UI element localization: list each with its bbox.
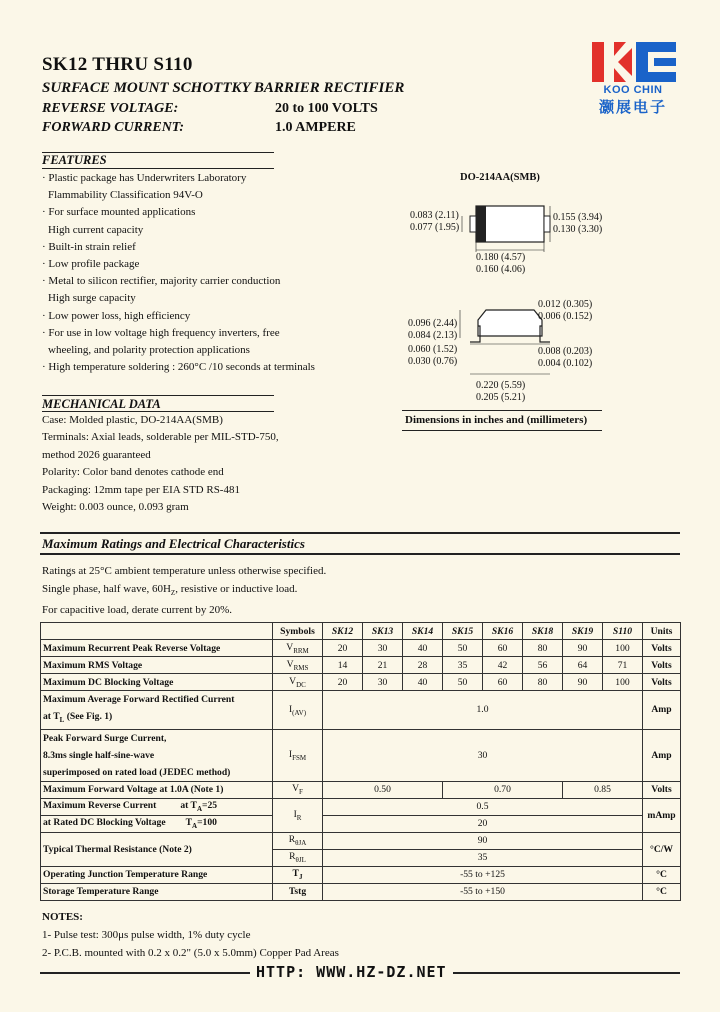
value-cell: 90 [563,674,603,691]
dimensions-caption: Dimensions in inches and (millimeters) [405,414,588,426]
value-cell: 20 [323,815,643,832]
mech-item: Polarity: Color band denotes cathode end [42,466,224,479]
mech-item: Terminals: Axial leads, solderable per MIL-STD-750, [42,431,279,444]
value-cell: 40 [403,674,443,691]
mechanical-list [42,412,342,516]
dim-label: 0.084 (2.13) [408,330,458,341]
value-cell: 0.50 [323,781,443,798]
symbol-sub: RRM [293,646,309,655]
logo-brand-cn: 灏展电子 [598,98,667,116]
symbol-sub: RMS [293,663,309,672]
deg-symbol: °C [649,843,661,855]
features-list [42,170,352,376]
dim-label: 0.160 (4.06) [476,264,526,275]
header-cell: Symbols [273,623,323,640]
dim-label: 0.008 (0.203) [538,346,593,357]
label-part: =25 [202,800,218,812]
value-cell: 90 [563,640,603,657]
dim-label: 0.180 (4.57) [476,252,526,263]
symbol: T [292,868,299,880]
mech-item: Weight: 0.003 ounce, 0.093 gram [42,501,189,514]
header-cell: S110 [603,623,643,640]
package-outline-svg [400,172,610,407]
part-title: SK12 THRU S110 [42,54,193,75]
symbol: I [293,808,297,820]
ratings-bottom-rule [40,553,680,555]
feature-item: · For use in low voltage high frequency inverters, free [42,326,280,339]
feature-item: High current capacity [48,223,144,236]
feature-item: · Built-in strain relief [42,240,136,253]
label-sub: L [59,715,65,724]
symbol-cell [273,640,323,657]
package-drawing [400,172,610,407]
forward-current-value: 1.0 AMPERE [275,120,356,135]
label-part: at T [43,711,60,722]
features-heading: FEATURES [42,153,107,167]
row-label [41,729,273,781]
value-cell: 50 [443,674,483,691]
symbol-cell: Tstg [273,883,323,900]
table-row [41,781,681,798]
symbol-sub: R [296,813,302,822]
header-cell [41,623,273,640]
symbol: V [286,658,294,670]
header-cell: Units [643,623,681,640]
row-label: Storage Temperature Range [41,883,273,900]
symbol-sub: DC [296,680,306,689]
header-cell: SK12 [323,623,363,640]
symbol: V [289,675,297,687]
row-label-line [43,708,270,729]
row-label [41,691,273,730]
unit-cell: Volts [643,781,681,798]
unit-cell: Amp [643,729,681,781]
notes-heading: NOTES: [42,911,83,923]
feature-item: · Plastic package has Underwriters Laboratory [42,172,247,184]
row-label: Maximum RMS Voltage [41,657,273,674]
unit-text: /W [660,843,674,855]
label-sub: A [192,822,198,831]
dim-label: 0.004 (0.102) [538,358,593,369]
value-cell: 20 [323,640,363,657]
dim-label: 0.205 (5.21) [476,392,526,403]
feature-item: · High temperature soldering : 260°C /10 seconds at terminals [42,361,315,374]
note-text: Single phase, half wave, 60H [42,582,171,595]
dim-label: 0.077 (1.95) [410,222,460,233]
row-label-line: Maximum Average Forward Rectified Current [43,694,235,705]
table-row [41,691,681,730]
deg-symbol: °C [100,565,112,577]
note-text: , resistive or inductive load. [175,582,298,595]
features-bottom-rule [42,168,274,169]
header-cell: SK15 [443,623,483,640]
unit-cell: Volts [643,640,681,657]
row-label: Maximum Forward Voltage at 1.0A (Note 1) [41,781,273,798]
label-part: =100 [197,817,217,829]
dim-label: 0.083 (2.11) [410,210,459,221]
row-label-line: superimposed on rated load (JEDEC method) [43,766,231,778]
symbol-cell [273,674,323,691]
symbol-cell [273,657,323,674]
label-part: at Rated DC Blocking Voltage [43,817,166,829]
row-label-line: Peak Forward Surge Current, [43,732,167,744]
mech-top-rule [42,395,274,396]
symbol-cell [273,781,323,798]
header-cell: SK19 [563,623,603,640]
row-label: Maximum DC Blocking Voltage [41,674,273,691]
reverse-voltage-value: 20 to 100 VOLTS [275,101,378,116]
value-cell: 40 [403,640,443,657]
table-row [41,674,681,691]
symbol: I [288,748,293,760]
feature-item: · Metal to silicon rectifier, majority carrier conduction [42,275,281,288]
value-cell: 35 [443,657,483,674]
value-cell: -55 to +125 [323,866,643,883]
symbol: V [292,783,300,795]
dim-label: 0.130 (3.30) [553,224,603,235]
ratings-top-rule [40,532,680,534]
ratings-heading: Maximum Ratings and Electrical Characteristics [42,536,305,551]
dim-label: 0.030 (0.76) [408,356,458,367]
symbol-cell [273,798,323,832]
note-item: 2- P.C.B. mounted with 0.2 x 0.2" (5.0 x 5.0mm) Copper Pad Areas [42,947,339,959]
symbol: R [288,834,296,846]
header-cell: SK13 [363,623,403,640]
row-label: Maximum Recurrent Peak Reverse Voltage [41,640,273,657]
unit-cell: mAmp [643,798,681,832]
value-cell: 56 [523,657,563,674]
value-cell: 0.85 [563,781,643,798]
symbol-sub: F [299,788,303,797]
dim-label: 0.155 (3.94) [553,212,603,223]
symbol-sub: θJL [295,856,306,865]
dim-label: 0.220 (5.59) [476,380,526,391]
feature-item: wheeling, and polarity protection applications [48,344,250,357]
symbol-cell [273,866,323,883]
table-row [41,640,681,657]
mechanical-heading: MECHANICAL DATA [42,397,161,411]
value-cell: 35 [323,849,643,866]
value-cell: 64 [563,657,603,674]
value-cell: 71 [603,657,643,674]
value-cell: 100 [603,674,643,691]
ratings-note-3: For capacitive load, derate current by 20%. [42,604,232,617]
note-text: Ratings at 25 [42,565,101,577]
header-cell: SK16 [483,623,523,640]
value-cell: 14 [323,657,363,674]
value-cell: 90 [323,832,643,849]
reverse-voltage-label: REVERSE VOLTAGE: [42,101,179,116]
z-subscript: Z [170,588,176,597]
label-sub: A [196,805,203,814]
value-cell: 100 [603,640,643,657]
value-cell: 30 [363,640,403,657]
value-cell: 0.70 [443,781,563,798]
header-cell: SK14 [403,623,443,640]
dim-label: 0.012 (0.305) [538,299,593,310]
row-label [41,815,273,832]
row-label [41,798,273,815]
unit-cell [643,832,681,866]
symbol: R [289,851,296,863]
feature-item: · Low power loss, high efficiency [42,309,191,322]
mech-item: Packaging: 12mm tape per EIA STD RS-481 [42,483,240,496]
value-cell: 60 [483,640,523,657]
notes-section [42,908,339,962]
unit-cell: °C [643,866,681,883]
symbol-sub: θJA [295,839,307,848]
table-row [41,883,681,900]
row-label-line: 8.3ms single half-sine-wave [43,749,155,761]
caption-bottom-rule [402,430,602,431]
note-item: 1- Pulse test: 300μs pulse width, 1% duty cycle [42,929,251,941]
symbol-sub: FSM [292,753,307,762]
table-row [41,866,681,883]
value-cell: 30 [363,674,403,691]
value-cell: 30 [323,729,643,781]
feature-item: Flammability Classification 94V-O [48,189,203,202]
row-label: Operating Junction Temperature Range [41,866,273,883]
note-text: ambient temperature unless otherwise specified. [114,565,327,577]
symbol-sub: J [298,873,303,882]
value-cell: 1.0 [323,691,643,730]
symbol-sub: (AV) [292,708,307,717]
table-row [41,657,681,674]
unit-cell: Amp [643,691,681,730]
package-name: DO-214AA(SMB) [460,172,540,183]
value-cell: 21 [363,657,403,674]
part-subtitle: SURFACE MOUNT SCHOTTKY BARRIER RECTIFIER [42,80,405,96]
symbol: I [288,703,293,715]
dim-label: 0.060 (1.52) [408,344,458,355]
value-cell: 60 [483,674,523,691]
header-cell: SK18 [523,623,563,640]
features-top-rule [42,152,274,153]
label-part: T [185,817,192,829]
table-row [41,815,681,832]
symbol-cell [273,832,323,849]
value-cell: 80 [523,640,563,657]
logo-c-block [636,42,676,82]
value-cell: 28 [403,657,443,674]
table-row [41,729,681,781]
table-row [41,832,681,849]
mech-item: method 2026 guaranteed [42,448,151,461]
unit-cell: Volts [643,657,681,674]
ratings-note-2 [42,581,326,603]
value-cell: 42 [483,657,523,674]
feature-item: · For surface mounted applications [42,206,196,219]
ratings-table [40,622,681,901]
unit-cell: Volts [643,674,681,691]
dim-label: 0.096 (2.44) [408,318,458,329]
label-part: (See Fig. 1) [64,711,113,722]
mech-item: Case: Molded plastic, DO-214AA(SMB) [42,414,223,426]
caption-top-rule [402,410,602,411]
forward-current-label: FORWARD CURRENT: [42,120,184,135]
feature-item: High surge capacity [48,292,136,305]
symbol: V [286,641,294,653]
koo-chin-logo [590,42,680,84]
label-part: Maximum Reverse Current [43,800,157,812]
table-header-row [41,623,681,640]
symbol-cell [273,729,323,781]
footer-url[interactable]: HTTP: WWW.HZ-DZ.NET [250,963,453,981]
label-part: at T [180,800,197,812]
ratings-note-1 [42,563,326,581]
dim-label: 0.006 (0.152) [538,311,593,322]
value-cell: 50 [443,640,483,657]
feature-item: · Low profile package [42,258,140,271]
logo-brand-en: KOO CHIN [603,84,663,96]
value-cell: 0.5 [323,798,643,815]
symbol-cell [273,849,323,866]
row-label: Typical Thermal Resistance (Note 2) [41,832,273,866]
value-cell: -55 to +150 [323,883,643,900]
unit-cell: °C [643,883,681,900]
ratings-notes [42,563,326,620]
table-row [41,798,681,815]
value-cell: 80 [523,674,563,691]
value-cell: 20 [323,674,363,691]
symbol-cell [273,691,323,730]
